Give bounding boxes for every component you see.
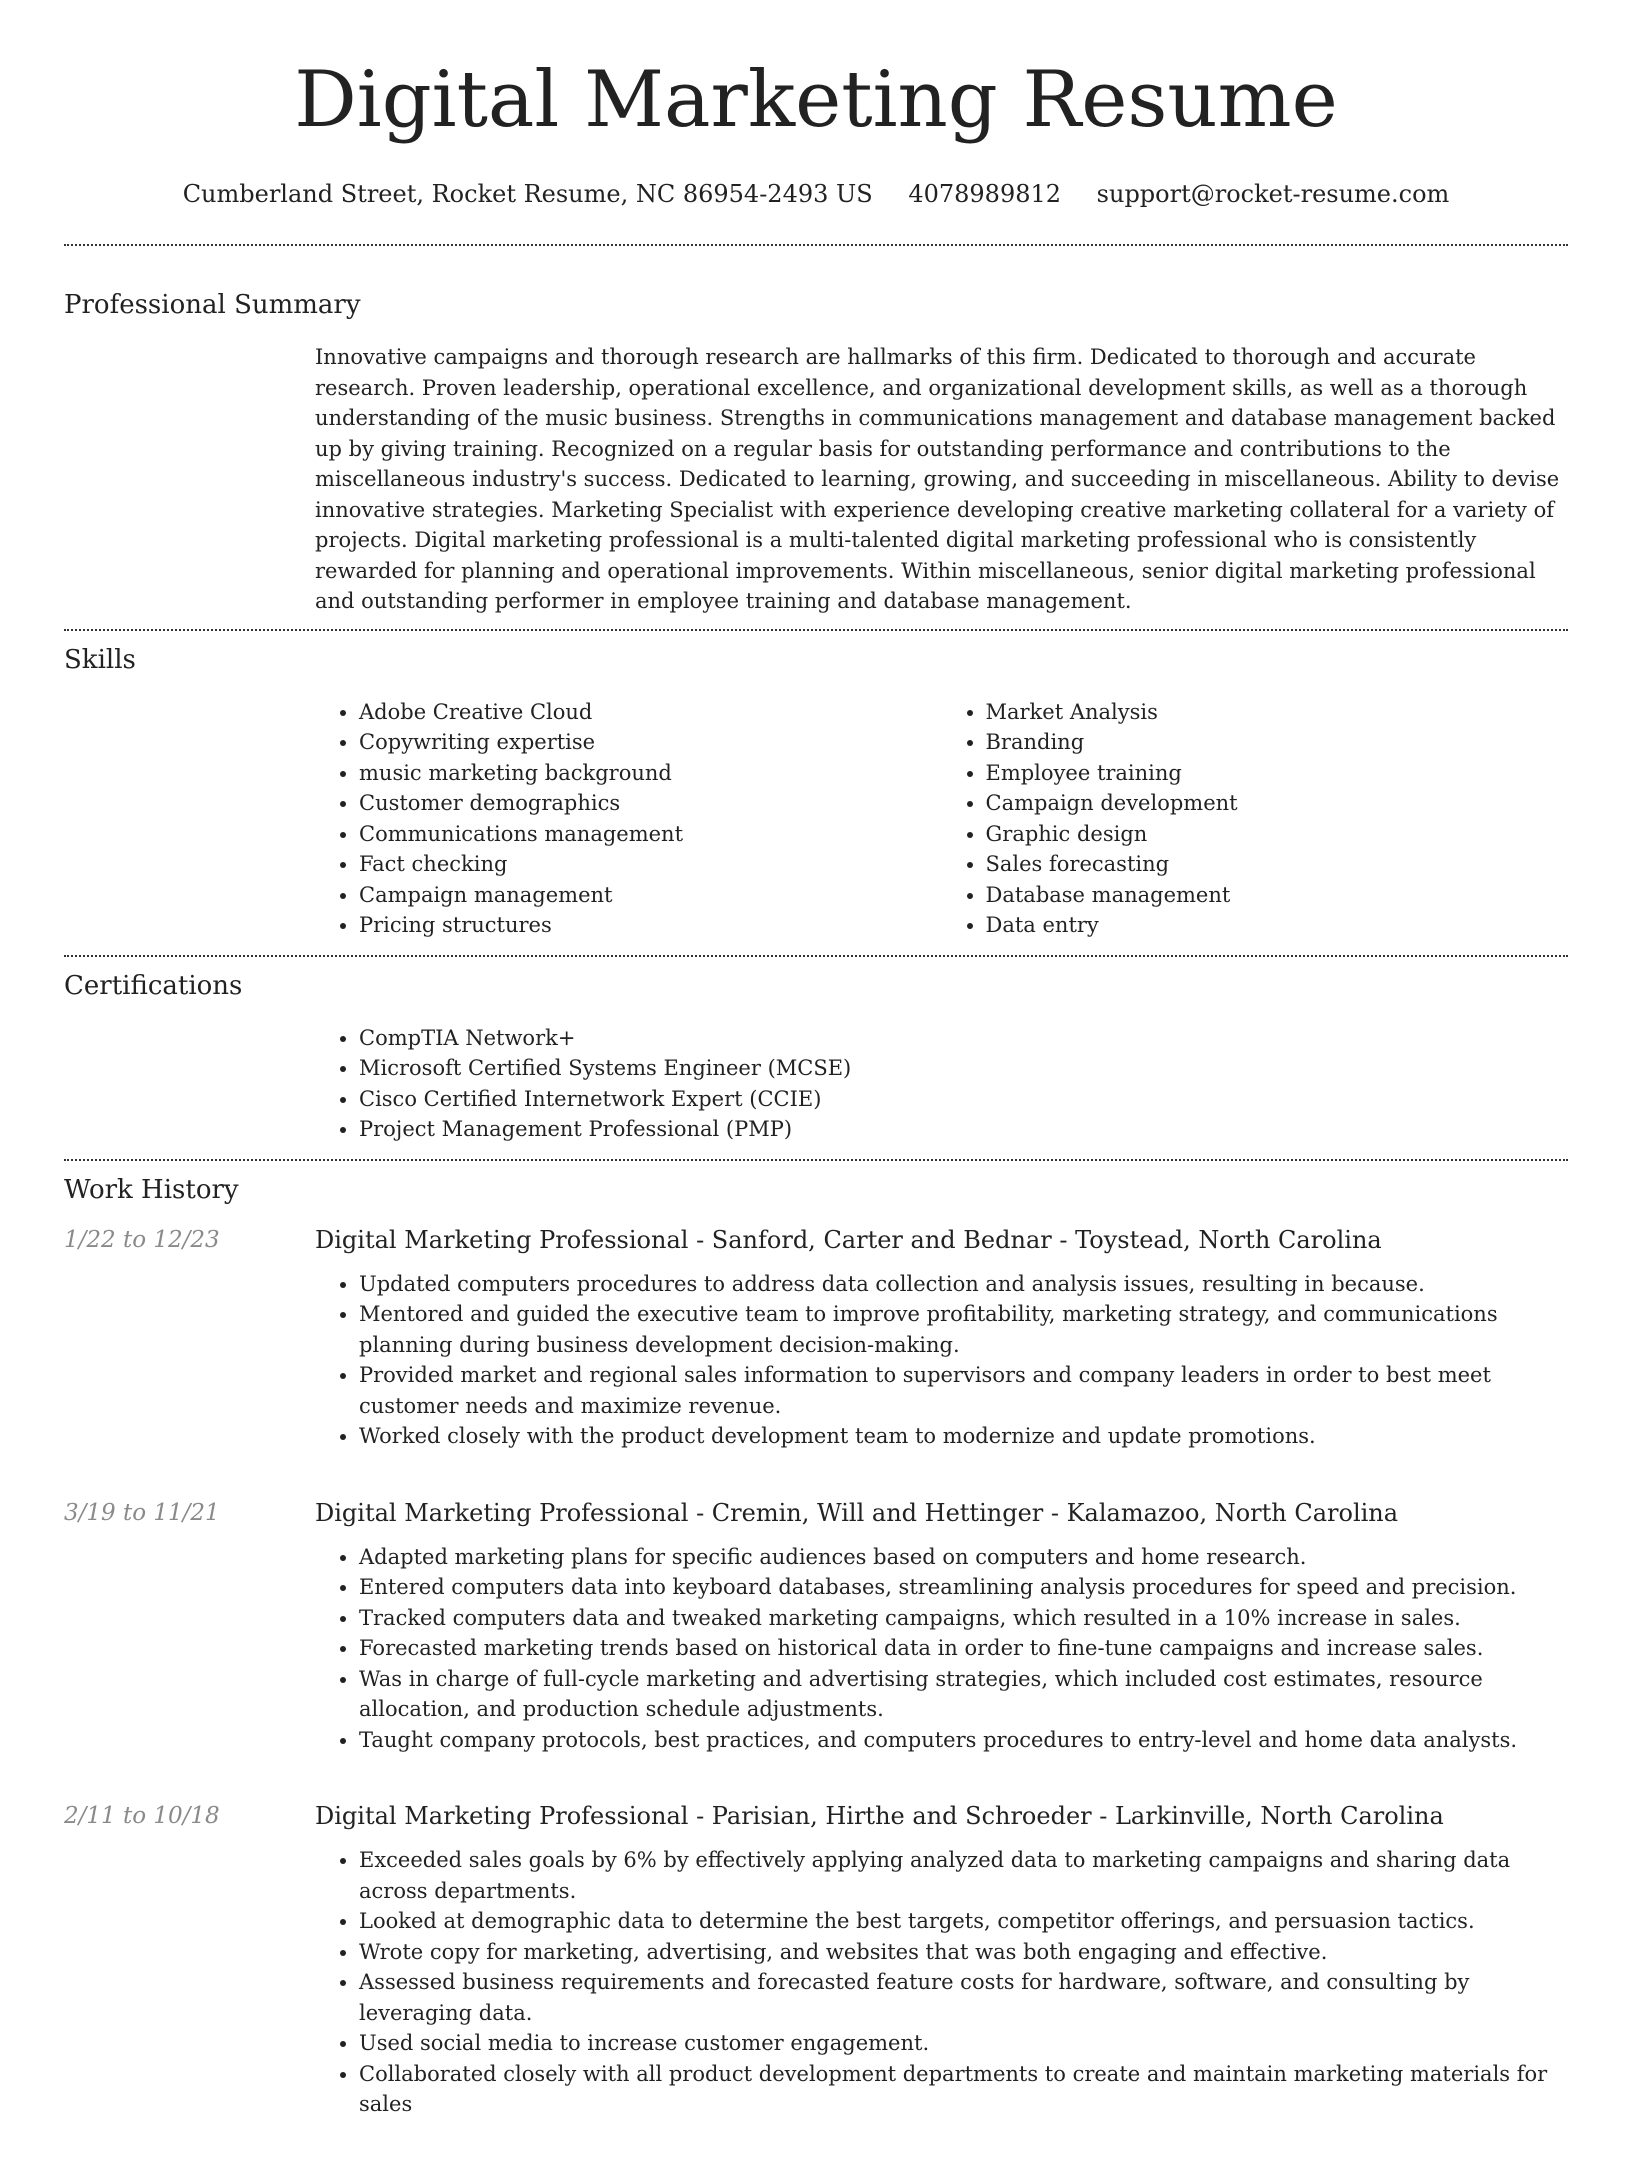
skills-list-right	[942, 697, 1569, 941]
job-bullet: • Mentored and guided the executive team to improve profitability, marketing strategy, and communications planning during business development decision-making.	[359, 1299, 1568, 1360]
section-title-summary: Professional Summary	[64, 290, 361, 320]
job-entry	[64, 1223, 1568, 1482]
job-title: Digital Marketing Professional - Parisian, Hirthe and Schroeder - Larkinville, North Carolina	[315, 1802, 1444, 1830]
job-date: 2/11 to 10/18	[64, 1803, 220, 1829]
job-entry	[64, 1496, 1568, 1786]
section-title-certifications: Certifications	[64, 970, 243, 1001]
list-item: • Data entry	[986, 910, 1569, 941]
job-bullet: • Wrote copy for marketing, advertising, and websites that was both engaging and effective.	[359, 1937, 1568, 1968]
list-item: • Campaign development	[986, 788, 1569, 819]
job-bullet: • Was in charge of full-cycle marketing and advertising strategies, which included cost estimates, resource allocation, and production schedule adjustments.	[359, 1664, 1568, 1725]
list-item: • Microsoft Certified Systems Engineer (MCSE)	[359, 1053, 1568, 1084]
job-bullets	[315, 1269, 1568, 1452]
job-bullet: • Looked at demographic data to determine the best targets, competitor offerings, and persuasion tactics.	[359, 1906, 1568, 1937]
job-bullet: • Forecasted marketing trends based on historical data in order to fine-tune campaigns and increase sales.	[359, 1633, 1568, 1664]
list-item: • Communications management	[359, 819, 942, 850]
resume-header	[64, 0, 1568, 210]
resume-title: Digital Marketing Resume	[294, 55, 1338, 145]
work-history-jobs	[64, 1223, 1568, 2150]
professional-summary-section	[64, 246, 1568, 629]
list-item: • Fact checking	[359, 849, 942, 880]
list-item: • music marketing background	[359, 758, 942, 789]
job-date: 3/19 to 11/21	[64, 1499, 220, 1526]
job-bullet: • Taught company protocols, best practices, and computers procedures to entry-level and home data analysts.	[359, 1725, 1568, 1756]
certifications-list	[315, 1023, 1568, 1145]
job-bullet: • Exceeded sales goals by 6% by effectively applying analyzed data to marketing campaigns and sharing data across departments.	[359, 1845, 1568, 1906]
job-bullet: • Collaborated closely with all product development departments to create and maintain marketing materials for sales	[359, 2059, 1568, 2120]
list-item: • Adobe Creative Cloud	[359, 697, 942, 728]
work-history-section	[64, 1161, 1568, 2164]
contact-line	[64, 178, 1568, 210]
job-body	[315, 1223, 1568, 1482]
list-item: • Market Analysis	[986, 697, 1569, 728]
job-bullet: • Updated computers procedures to address data collection and analysis issues, resulting in because.	[359, 1269, 1568, 1300]
job-body	[315, 1496, 1568, 1786]
list-item: • Project Management Professional (PMP)	[359, 1114, 1568, 1145]
section-title-work-history: Work History	[64, 1174, 239, 1205]
list-item: • Sales forecasting	[986, 849, 1569, 880]
list-item: • Campaign management	[359, 880, 942, 911]
list-item: • Pricing structures	[359, 910, 942, 941]
list-item: • Customer demographics	[359, 788, 942, 819]
contact-phone: 4078989812	[908, 180, 1062, 208]
job-bullet: • Assessed business requirements and forecasted feature costs for hardware, software, and consulting by leveraging data.	[359, 1967, 1568, 2028]
job-entry	[64, 1799, 1568, 2150]
skills-columns	[315, 697, 1568, 941]
contact-email: support@rocket-resume.com	[1096, 180, 1450, 208]
job-bullets	[315, 1845, 1568, 2120]
list-item: • CompTIA Network+	[359, 1023, 1568, 1054]
list-item: • Employee training	[986, 758, 1569, 789]
summary-text: Innovative campaigns and thorough research are hallmarks of this firm. Dedicated to thorough and accurate research. Proven leadership, operational excellence, and organizational development skills, as well as a thorough understanding of the music business. Strengths in communications management and database management backed up by giving training. Recognized on a regular basis for outstanding performance and contributions to the miscellaneous industry's success. Dedicated to learning, growing, and succeeding in miscellaneous. Ability to devise innovative strategies. Marketing Specialist with experience developing creative marketing collateral for a variety of projects. Digital marketing professional is a multi-talented digital marketing professional who is consistently rewarded for planning and operational improvements. Within miscellaneous, senior digital marketing professional and outstanding performer in employee training and database management.	[315, 345, 1560, 613]
certifications-content	[315, 1023, 1568, 1145]
job-title: Digital Marketing Professional - Cremin, Will and Hettinger - Kalamazoo, North Carolina	[315, 1498, 1399, 1527]
list-item: • Graphic design	[986, 819, 1569, 850]
skills-list-left	[315, 697, 942, 941]
job-bullet: • Used social media to increase customer engagement.	[359, 2028, 1568, 2059]
job-bullet: • Entered computers data into keyboard databases, streamlining analysis procedures for speed and precision.	[359, 1572, 1568, 1603]
contact-address: Cumberland Street, Rocket Resume, NC 86954-2493 US	[182, 180, 873, 208]
section-title-skills: Skills	[64, 644, 136, 675]
list-item: • Cisco Certified Internetwork Expert (CCIE)	[359, 1084, 1568, 1115]
list-item: • Copywriting expertise	[359, 727, 942, 758]
list-item: • Branding	[986, 727, 1569, 758]
certifications-section	[64, 957, 1568, 1159]
job-bullet: • Provided market and regional sales information to supervisors and company leaders in order to best meet customer needs and maximize revenue.	[359, 1360, 1568, 1421]
job-bullet: • Worked closely with the product development team to modernize and update promotions.	[359, 1421, 1568, 1452]
skills-section	[64, 631, 1568, 955]
job-bullets	[315, 1542, 1568, 1756]
job-bullet: • Tracked computers data and tweaked marketing campaigns, which resulted in a 10% increase in sales.	[359, 1603, 1568, 1634]
job-date: 1/22 to 12/23	[64, 1226, 220, 1253]
job-body	[315, 1799, 1568, 2150]
job-bullet: • Adapted marketing plans for specific audiences based on computers and home research.	[359, 1542, 1568, 1573]
job-title: Digital Marketing Professional - Sanford, Carter and Bednar - Toystead, North Carolina	[315, 1225, 1382, 1254]
list-item: • Database management	[986, 880, 1569, 911]
